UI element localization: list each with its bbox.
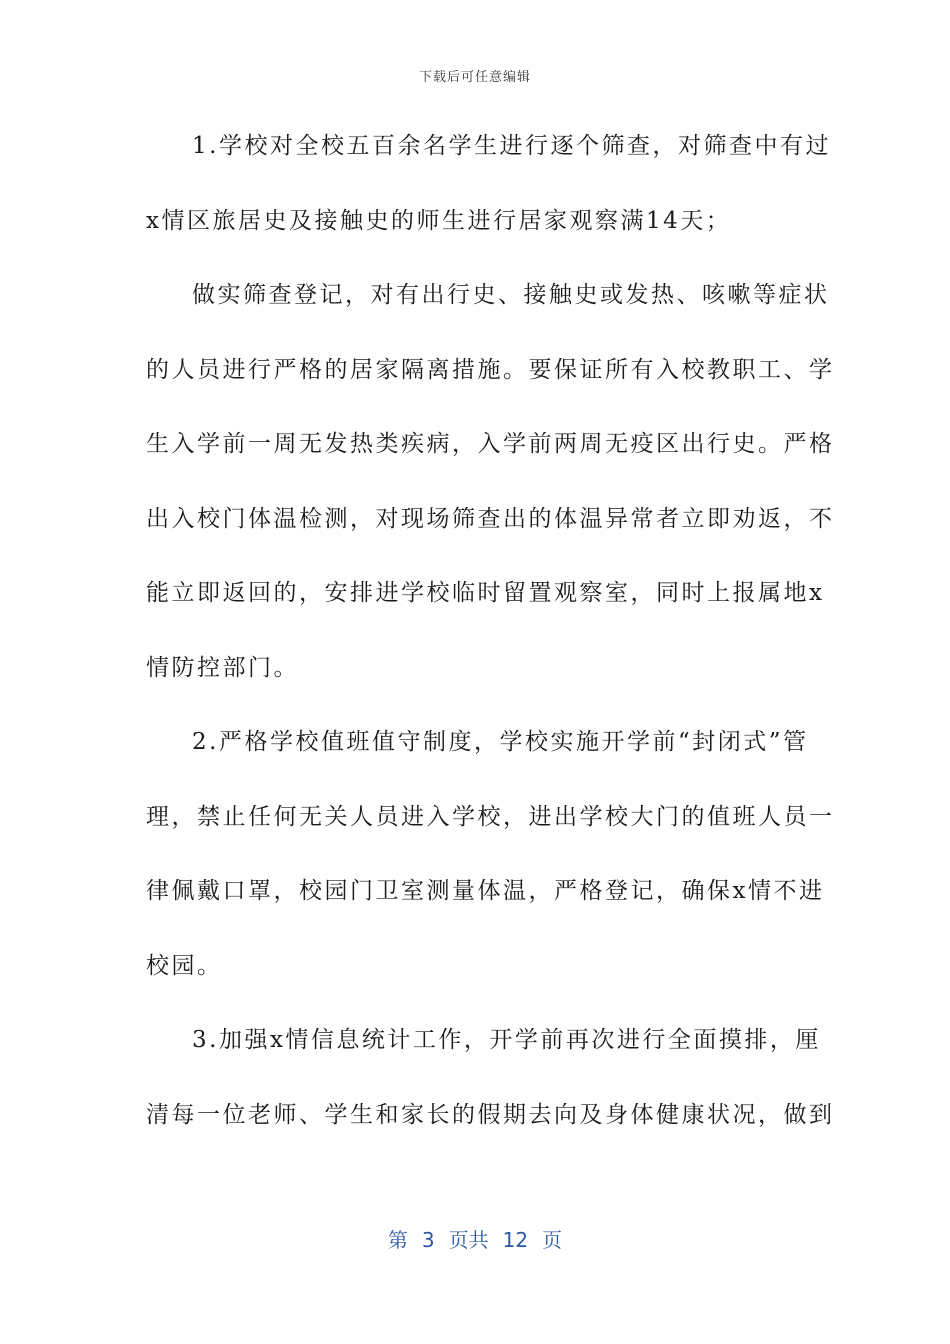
footer-suffix: 页 — [542, 1228, 563, 1252]
paragraph-line: 的人员进行严格的居家隔离措施。要保证所有入校教职工、学 — [146, 356, 835, 383]
paragraph-line: 理，禁止任何无关人员进入学校，进出学校大门的值班人员一 — [146, 803, 835, 830]
paragraph-line: 出入校门体温检测，对现场筛查出的体温异常者立即劝返，不 — [146, 505, 835, 532]
paragraph-line: 情防控部门。 — [146, 654, 299, 681]
paragraph-line: 1.学校对全校五百余名学生进行逐个筛查，对筛查中有过 — [192, 133, 831, 159]
footer-prefix: 第 — [387, 1228, 408, 1252]
paragraph-line: 3.加强x情信息统计工作，开学前再次进行全面摸排，厘 — [192, 1027, 821, 1053]
page-footer — [0, 1224, 950, 1253]
total-page-number: 12 — [502, 1228, 529, 1252]
paragraph-line: 生入学前一周无发热类疾病，入学前两周无疫区出行史。严格 — [146, 431, 835, 457]
paragraph-line: 做实筛查登记，对有出行史、接触史或发热、咳嗽等症状 — [192, 282, 830, 308]
paragraph-line: x情区旅居史及接触史的师生进行居家观察满14天； — [146, 207, 732, 234]
paragraph-line: 2.严格学校值班值守制度，学校实施开学前“封闭式”管 — [192, 729, 809, 755]
paragraph-line: 清每一位老师、学生和家长的假期去向及身体健康状况，做到 — [146, 1101, 835, 1128]
footer-middle: 页共 — [448, 1228, 489, 1252]
page-header: 下载后可任意编辑 — [418, 70, 531, 85]
paragraph-line: 律佩戴口罩，校园门卫室测量体温，严格登记，确保x情不进 — [146, 878, 825, 904]
current-page-number: 3 — [421, 1228, 435, 1252]
document-body — [146, 118, 835, 1161]
paragraph-line: 能立即返回的，安排进学校临时留置观察室，同时上报属地x — [146, 580, 825, 606]
paragraph-line: 校园。 — [146, 952, 223, 979]
